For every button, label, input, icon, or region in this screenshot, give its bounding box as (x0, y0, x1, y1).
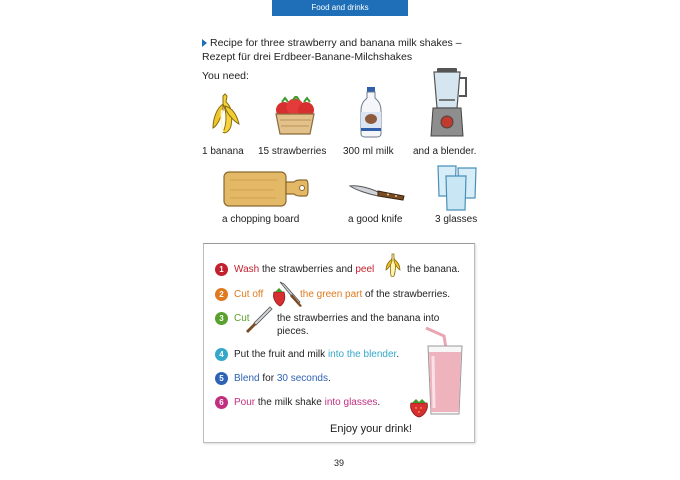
strawberry-icon (408, 396, 430, 418)
knife-icon (348, 183, 406, 201)
tool-knife: a good knife (348, 214, 403, 225)
step-4-badge: 4 (215, 348, 228, 361)
milk-bottle-icon (358, 86, 384, 138)
step-1-text: Wash the strawberries and peel (234, 264, 375, 275)
step-3-line2: pieces. (277, 326, 309, 337)
ingredient-blender: and a blender. (413, 146, 477, 157)
tool-glasses: 3 glasses (435, 214, 478, 225)
step-2-badge: 2 (215, 288, 228, 301)
chopping-board-icon (222, 170, 310, 208)
glasses-icon (434, 162, 480, 212)
step-6-badge: 6 (215, 396, 228, 409)
knife-cut-icon (244, 305, 274, 335)
page-number: 39 (334, 458, 345, 468)
recipe-intro (202, 36, 462, 64)
step-3-line1: the strawberries and the banana into (277, 313, 440, 324)
section-banner: Food and drinks (272, 0, 408, 16)
bullet-triangle-icon (202, 39, 207, 47)
intro-line-german: Rezept für drei Erdbeer-Banane-Milchshakes (202, 51, 413, 63)
milkshake-glass-icon (424, 326, 466, 418)
step-2-rest-text: the green part of the strawberries. (300, 289, 451, 300)
peeled-banana-icon (384, 252, 402, 278)
you-need-heading: You need: (202, 70, 249, 82)
step-1-end-text: the banana. (407, 264, 460, 275)
ingredient-strawberries: 15 strawberries (258, 146, 327, 157)
step-2-cut-off: Cut off (234, 289, 264, 300)
intro-line-english: Recipe for three strawberry and banana milk shakes – (210, 37, 462, 49)
step-4-text: Put the fruit and milk into the blender. (234, 349, 400, 360)
step-1-badge: 1 (215, 263, 228, 276)
enjoy-text: Enjoy your drink! (330, 423, 412, 435)
step-3-cut: Cut (234, 313, 250, 324)
step-6-text: Pour the milk shake into glasses. (234, 397, 381, 408)
strawberries-basket-icon (272, 96, 318, 138)
step-5-badge: 5 (215, 372, 228, 385)
step-3-badge: 3 (215, 312, 228, 325)
tool-chopping-board: a chopping board (222, 214, 300, 225)
ingredient-milk: 300 ml milk (343, 146, 394, 157)
strawberry-knife-icon (270, 280, 304, 308)
banana-icon (205, 92, 243, 136)
step-5-text: Blend for 30 seconds. (234, 373, 331, 384)
blender-icon (427, 66, 469, 138)
ingredient-banana: 1 banana (202, 146, 244, 157)
